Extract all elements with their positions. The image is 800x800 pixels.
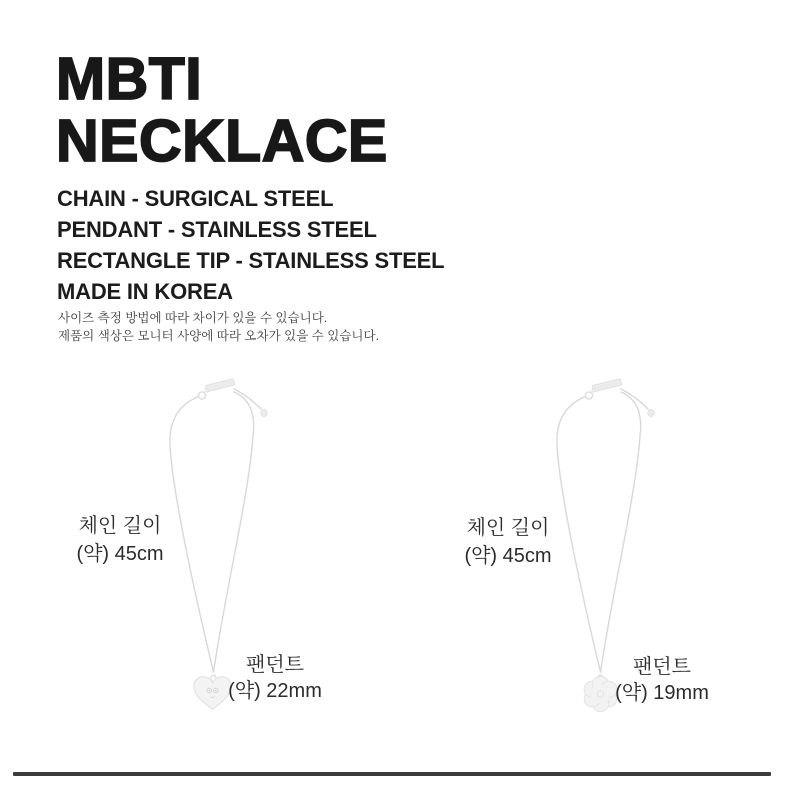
pendant-size-label-right <box>607 654 717 706</box>
product-title-line2: NECKLACE <box>56 108 388 174</box>
spec-list <box>57 183 444 307</box>
chain-length-value: (약) 45cm <box>464 545 552 567</box>
page-title <box>56 48 388 172</box>
pendant-value: (약) 22mm <box>228 680 322 702</box>
pendant-text: 팬던트 <box>633 656 691 678</box>
bottom-divider <box>13 772 771 776</box>
chain-length-text: 체인 길이 <box>466 517 550 539</box>
spec-chain: CHAIN - SURGICAL STEEL <box>57 186 334 211</box>
pendant-text: 팬던트 <box>246 654 304 676</box>
chain-length-label-right <box>453 514 563 570</box>
clasp-icon <box>585 389 595 399</box>
spec-origin: MADE IN KOREA <box>57 279 233 304</box>
spec-pendant: PENDANT - STAINLESS STEEL <box>57 217 377 242</box>
pendant-size-label-left <box>220 652 330 704</box>
disclaimer-notes <box>58 310 379 345</box>
disclaimer-color: 제품의 색상은 모니터 사양에 따라 오차가 있을 수 있습니다. <box>58 328 380 343</box>
extender-ball-icon <box>648 409 654 416</box>
pendant-value: (약) 19mm <box>615 682 709 704</box>
disclaimer-size: 사이즈 측정 방법에 따라 차이가 있을 수 있습니다. <box>58 311 328 325</box>
product-title-line1: MBTI <box>56 46 203 112</box>
extender-ball-icon <box>261 409 267 416</box>
chain-graphic <box>170 389 261 672</box>
chain-graphic <box>557 389 648 672</box>
rectangle-tip-icon <box>592 379 622 392</box>
chain-length-text: 체인 길이 <box>78 515 162 537</box>
chain-length-label-left <box>65 512 175 568</box>
clasp-icon <box>198 389 208 399</box>
spec-rectangle-tip: RECTANGLE TIP - STAINLESS STEEL <box>57 248 445 273</box>
chain-length-value: (약) 45cm <box>76 543 164 565</box>
rectangle-tip-icon <box>205 379 235 392</box>
